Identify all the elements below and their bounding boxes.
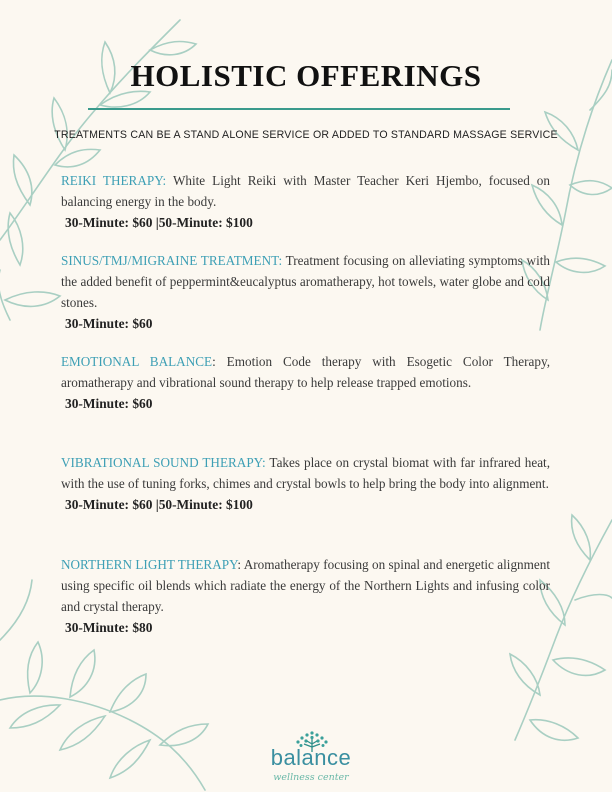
service-reiki-therapy bbox=[61, 170, 550, 233]
service-price: 30-Minute: $60 bbox=[65, 316, 153, 331]
service-description bbox=[61, 170, 550, 212]
logo-tagline: wellness center bbox=[273, 772, 349, 783]
service-description bbox=[61, 452, 550, 494]
logo-wordmark: balance bbox=[270, 745, 352, 770]
service-price: 30-Minute: $60 |50-Minute: $100 bbox=[65, 497, 253, 512]
service-description bbox=[61, 250, 550, 313]
title-divider bbox=[88, 108, 510, 110]
service-northern-light-therapy bbox=[61, 554, 550, 638]
service-sinus-tmj-migraine bbox=[61, 250, 550, 334]
service-details: : Emotion Code therapy with Esogetic Color Therapy, aromatherapy and vibrational sound therapy to help release trapped emotions. bbox=[61, 354, 550, 390]
balance-logo bbox=[262, 730, 362, 792]
service-name: SINUS/TMJ/MIGRAINE TREATMENT: bbox=[61, 253, 283, 268]
branch-stem-right bbox=[540, 60, 612, 330]
service-vibrational-sound-therapy bbox=[61, 452, 550, 515]
service-details: : Aromatherapy focusing on spinal and energetic alignment using specific oil blends which radiate the energy of the Northern Lights and infusing color and crystal therapy. bbox=[61, 557, 550, 614]
service-details: Takes place on crystal biomat with far infrared heat, with the use of tuning forks, chimes and crystal bowls to help bring the body into alignment. bbox=[61, 455, 551, 491]
service-details: Treatment focusing on alleviating symptoms with the added benefit of peppermint&eucalyptus aromatherapy, hot towels, water globe and cold stones. bbox=[61, 253, 550, 310]
service-price: 30-Minute: $60 bbox=[65, 396, 153, 411]
service-details: White Light Reiki with Master Teacher Keri Hjembo, focused on balancing energy in the body. bbox=[61, 173, 550, 209]
service-description bbox=[61, 351, 550, 393]
service-name: EMOTIONAL BALANCE bbox=[61, 354, 213, 369]
service-price: 30-Minute: $80 bbox=[65, 620, 153, 635]
service-description bbox=[61, 554, 550, 617]
service-name: REIKI THERAPY: bbox=[61, 173, 167, 188]
page-subtitle: TREATMENTS CAN BE A STAND ALONE SERVICE OR ADDED TO STANDARD MASSAGE SERVICE bbox=[54, 129, 558, 141]
page-title: HOLISTIC OFFERINGS bbox=[130, 58, 482, 93]
service-name: NORTHERN LIGHT THERAPY bbox=[61, 557, 238, 572]
branch-stem-bottom-left bbox=[0, 696, 205, 790]
service-name: VIBRATIONAL SOUND THERAPY: bbox=[61, 455, 266, 470]
service-price: 30-Minute: $60 |50-Minute: $100 bbox=[65, 215, 253, 230]
service-emotional-balance bbox=[61, 351, 550, 414]
